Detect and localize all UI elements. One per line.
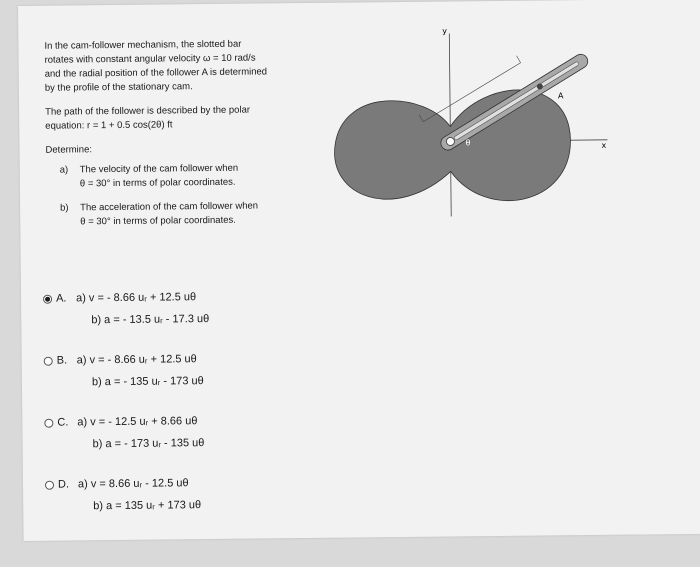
option-d-part-b [45, 493, 345, 518]
option-letter: B. [56, 354, 68, 367]
option-b-part-b [44, 369, 344, 394]
option-letter: C. [57, 416, 69, 429]
question-page [18, 0, 700, 541]
path-line: The path of the follower is described by the polar [45, 104, 251, 118]
cam-diagram [314, 20, 616, 223]
intro-line: and the radial position of the follower A is determined [44, 66, 268, 80]
part-a-line: θ = 30° in terms of polar coordinates. [79, 176, 236, 190]
option-c-acceleration: b) a = - 173 uᵣ - 135 uθ [92, 437, 205, 451]
path-equation: equation: r = 1 + 0.5 cos(2θ) ft [45, 119, 173, 132]
intro-line: In the cam-follower mechanism, the slotted bar [44, 38, 242, 52]
option-c-part-b [44, 431, 344, 456]
part-b [60, 199, 346, 230]
problem-statement [44, 37, 346, 230]
option-b[interactable] [44, 347, 344, 372]
option-a-part-b [43, 307, 343, 332]
option-c[interactable] [44, 409, 344, 434]
cam-figure [314, 20, 616, 223]
x-label: x [601, 140, 607, 150]
option-letter: D. [57, 478, 70, 491]
option-d-acceleration: b) a = 135 uᵣ + 173 uθ [93, 499, 202, 513]
option-b-velocity: a) v = - 8.66 uᵣ + 12.5 uθ [76, 353, 197, 367]
intro-line: by the profile of the stationary cam. [44, 81, 193, 94]
theta-label: θ [465, 138, 471, 148]
radio-option-b[interactable] [44, 356, 53, 365]
part-b-line: θ = 30° in terms of polar coordinates. [80, 214, 236, 228]
option-a[interactable] [43, 285, 343, 310]
part-a [60, 161, 346, 192]
part-b-label: b) [60, 202, 69, 214]
a-label: A [557, 91, 564, 101]
option-c-velocity: a) v = - 12.5 uᵣ + 8.66 uθ [77, 415, 198, 429]
radio-option-a[interactable] [43, 294, 52, 303]
part-b-line: The acceleration of the cam follower when [80, 200, 259, 214]
option-d-velocity: a) v = 8.66 uᵣ - 12.5 uθ [77, 477, 189, 491]
radio-option-c[interactable] [44, 418, 53, 427]
radio-option-d[interactable] [45, 480, 54, 489]
option-letter: A. [56, 292, 67, 305]
option-b-acceleration: b) a = - 135 uᵣ - 173 uθ [91, 375, 204, 389]
intro-line: rotates with constant angular velocity ω = 10 rad/s [44, 52, 256, 66]
determine-label: Determine: [45, 144, 93, 156]
part-a-label: a) [59, 164, 69, 176]
answer-options [43, 285, 345, 518]
option-d[interactable] [45, 471, 345, 496]
y-label: y [442, 26, 448, 36]
option-a-acceleration: b) a = - 13.5 uᵣ - 17.3 uθ [91, 313, 210, 327]
option-a-velocity: a) v = - 8.66 uᵣ + 12.5 uθ [76, 291, 197, 305]
part-a-line: The velocity of the cam follower when [79, 162, 239, 176]
